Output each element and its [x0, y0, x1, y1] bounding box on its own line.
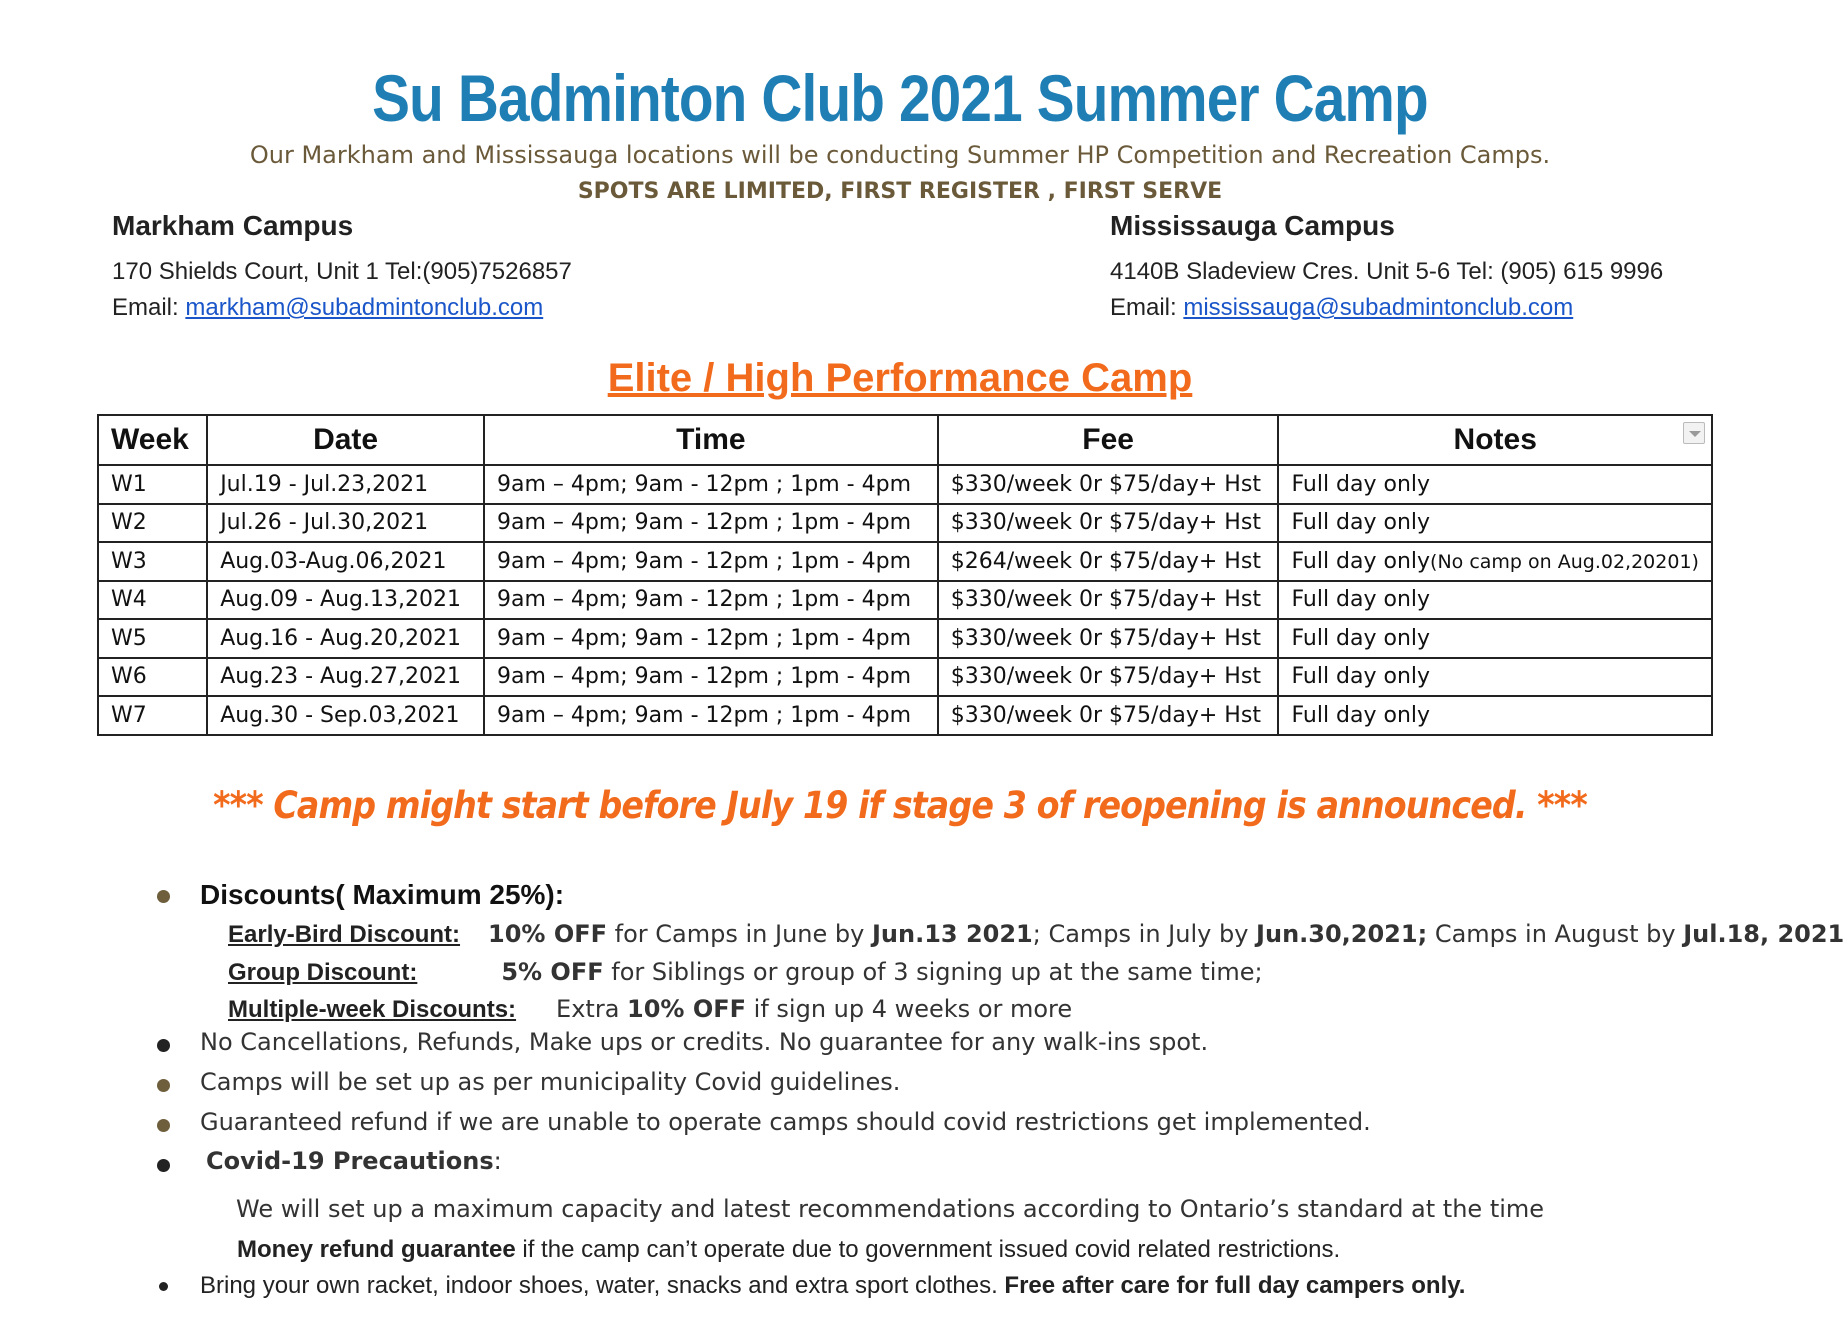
cell-week: W7: [98, 696, 207, 735]
cell-week: W4: [98, 581, 207, 620]
cell-fee: $330/week 0r $75/day+ Hst: [938, 581, 1279, 620]
discount-date: Jun.30,2021;: [1256, 920, 1428, 948]
cell-time: 9am – 4pm; 9am - 12pm ; 1pm - 4pm: [484, 581, 938, 620]
campus-address: 4140B Sladeview Cres. Unit 5-6 Tel: (905) 615 9996: [1110, 258, 1664, 285]
campus-email: [1110, 294, 1663, 322]
capacity-note: We will set up a maximum capacity and latest recommendations according to Ontario’s standard at the time: [236, 1195, 1545, 1223]
table-row: [98, 696, 1712, 735]
page-title: Su Badminton Club 2021 Summer Camp: [372, 61, 1428, 135]
notes-extra: (No camp on Aug.02,20201): [1430, 550, 1699, 573]
covid-heading-colon: :: [493, 1147, 502, 1175]
cell-notes: [1278, 542, 1712, 581]
money-refund-bold: Money refund guarantee: [237, 1236, 516, 1263]
table-row: [98, 504, 1712, 543]
column-header-time: Time: [484, 415, 938, 465]
column-header-notes-label: Notes: [1453, 423, 1537, 456]
cell-fee: $330/week 0r $75/day+ Hst: [938, 696, 1279, 735]
campus-name: Mississauga Campus: [1110, 210, 1395, 241]
cell-week: W3: [98, 542, 207, 581]
covid-heading-text: Covid-19 Precautions: [206, 1147, 494, 1175]
discount-text: for Siblings or group of 3 signing up at the same time;: [603, 958, 1263, 986]
cell-date: Aug.16 - Aug.20,2021: [207, 619, 484, 658]
discount-text: if sign up 4 weeks or more: [746, 995, 1073, 1023]
group-discount: [228, 958, 1263, 987]
discount-text: Extra: [556, 995, 628, 1023]
email-link[interactable]: mississauga@subadmintonclub.com: [1183, 294, 1574, 321]
campus-address: 170 Shields Court, Unit 1 Tel:(905)7526857: [112, 258, 572, 285]
cell-date: Jul.19 - Jul.23,2021: [207, 465, 484, 504]
discount-text: Camps in August by: [1427, 920, 1684, 948]
camp-title: Elite / High Performance Camp: [607, 356, 1193, 400]
discount-label: Group Discount:: [228, 959, 418, 986]
mississauga-campus: [1110, 210, 1663, 322]
cell-notes: Full day only: [1278, 465, 1712, 504]
bullet-icon: [157, 1079, 170, 1092]
cell-notes: Full day only: [1278, 658, 1712, 697]
email-label: Email:: [112, 294, 186, 321]
multi-week-discount: [228, 995, 1072, 1024]
cell-date: Aug.03-Aug.06,2021: [207, 542, 484, 581]
start-date-warning: *** Camp might start before July 19 if stage 3 of reopening is announced. ***: [213, 784, 1587, 827]
cell-time: 9am – 4pm; 9am - 12pm ; 1pm - 4pm: [484, 542, 938, 581]
discount-text: for Camps in June by: [607, 920, 872, 948]
bring-items-note: [200, 1272, 1465, 1300]
bullet-icon: [157, 1159, 170, 1172]
bring-bold: Free after care for full day campers only.: [1004, 1272, 1466, 1299]
cell-notes: Full day only: [1278, 696, 1712, 735]
tagline: SPOTS ARE LIMITED, FIRST REGISTER , FIRST SERVE: [577, 179, 1223, 204]
early-bird-discount: [228, 920, 1844, 949]
cell-time: 9am – 4pm; 9am - 12pm ; 1pm - 4pm: [484, 465, 938, 504]
cell-time: 9am – 4pm; 9am - 12pm ; 1pm - 4pm: [484, 504, 938, 543]
cell-week: W2: [98, 504, 207, 543]
table-row: [98, 619, 1712, 658]
cell-time: 9am – 4pm; 9am - 12pm ; 1pm - 4pm: [484, 658, 938, 697]
discount-amount: 10% OFF: [627, 995, 747, 1023]
campus-email: [112, 294, 572, 322]
campus-name: Markham Campus: [112, 210, 354, 241]
cell-notes: Full day only: [1278, 581, 1712, 620]
camp-schedule-table: [97, 414, 1713, 736]
column-header-notes: [1278, 415, 1712, 465]
email-link[interactable]: markham@subadmintonclub.com: [185, 294, 544, 321]
table-row: [98, 581, 1712, 620]
discount-amount: 5% OFF: [501, 958, 604, 986]
cell-fee: $330/week 0r $75/day+ Hst: [938, 504, 1279, 543]
cell-notes: Full day only: [1278, 504, 1712, 543]
cell-week: W1: [98, 465, 207, 504]
table-row: [98, 658, 1712, 697]
column-header-date: Date: [207, 415, 484, 465]
column-header-week: Week: [98, 415, 207, 465]
markham-campus: [112, 210, 572, 322]
discount-label: Early-Bird Discount:: [228, 921, 461, 948]
table-header-row: [98, 415, 1712, 465]
covid-precautions-heading: [206, 1147, 502, 1175]
notes-text: Full day only: [1291, 548, 1431, 574]
email-label: Email:: [1110, 294, 1184, 321]
cell-date: Aug.30 - Sep.03,2021: [207, 696, 484, 735]
discounts-heading: Discounts( Maximum 25%):: [200, 879, 565, 910]
bullet-icon: [157, 1039, 170, 1052]
cell-notes: Full day only: [1278, 619, 1712, 658]
cell-time: 9am – 4pm; 9am - 12pm ; 1pm - 4pm: [484, 619, 938, 658]
no-cancellations-policy: No Cancellations, Refunds, Make ups or credits. No guarantee for any walk-ins spot.: [200, 1028, 1209, 1056]
column-header-fee: Fee: [938, 415, 1279, 465]
cell-date: Jul.26 - Jul.30,2021: [207, 504, 484, 543]
discount-date: Jul.18, 2021: [1683, 920, 1844, 948]
covid-guidelines-policy: Camps will be set up as per municipality Covid guidelines.: [200, 1068, 901, 1096]
cell-fee: $330/week 0r $75/day+ Hst: [938, 465, 1279, 504]
cell-week: W5: [98, 619, 207, 658]
money-refund-note: [237, 1236, 1340, 1264]
bullet-icon: [159, 1282, 168, 1291]
bullet-icon: [157, 890, 170, 903]
discount-amount: 10% OFF: [488, 920, 608, 948]
cell-time: 9am – 4pm; 9am - 12pm ; 1pm - 4pm: [484, 696, 938, 735]
discount-label: Multiple-week Discounts:: [228, 996, 517, 1023]
table-row: [98, 542, 1712, 581]
filter-dropdown-icon[interactable]: [1683, 422, 1705, 444]
bullet-icon: [157, 1119, 170, 1132]
cell-date: Aug.09 - Aug.13,2021: [207, 581, 484, 620]
cell-date: Aug.23 - Aug.27,2021: [207, 658, 484, 697]
discount-text: ; Camps in July by: [1032, 920, 1257, 948]
cell-week: W6: [98, 658, 207, 697]
subtitle: Our Markham and Mississauga locations will be conducting Summer HP Competition and Recreation Camps.: [249, 141, 1551, 169]
money-refund-text: if the camp can’t operate due to government issued covid related restrictions.: [515, 1236, 1341, 1263]
table-row: [98, 465, 1712, 504]
cell-fee: $330/week 0r $75/day+ Hst: [938, 658, 1279, 697]
bring-text: Bring your own racket, indoor shoes, water, snacks and extra sport clothes.: [200, 1272, 1005, 1299]
cell-fee: $264/week 0r $75/day+ Hst: [938, 542, 1279, 581]
cell-fee: $330/week 0r $75/day+ Hst: [938, 619, 1279, 658]
refund-policy: Guaranteed refund if we are unable to operate camps should covid restrictions get implemented.: [200, 1108, 1371, 1136]
discount-date: Jun.13 2021: [871, 920, 1033, 948]
